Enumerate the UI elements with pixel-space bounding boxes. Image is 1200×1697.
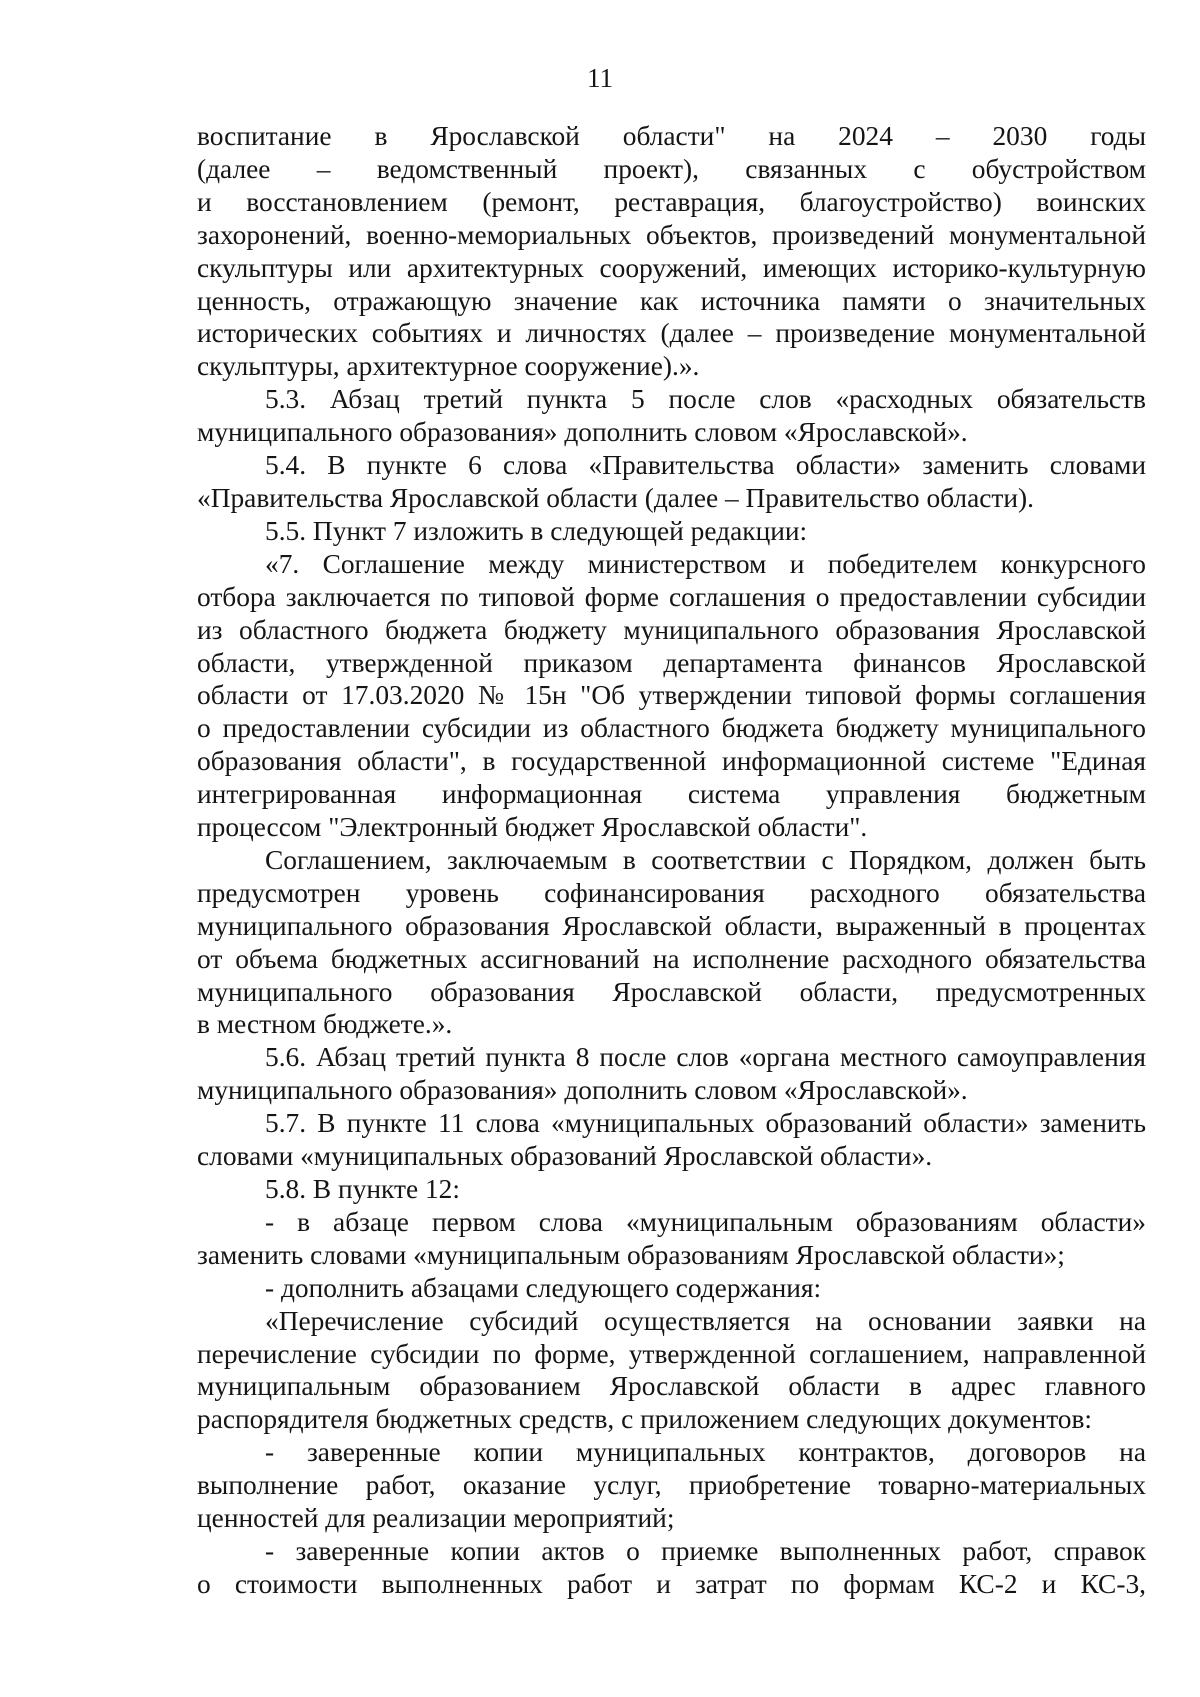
text-line: о стоимости выполненных работ и затрат по формам КС-2 и КС-3,: [197, 1568, 1146, 1599]
text-line: о предоставлении субсидии из областного бюджета бюджету муниципального: [197, 713, 1146, 744]
text-line: 5.5. Пункт 7 изложить в следующей редакции:: [265, 515, 808, 546]
page-number: 11: [587, 63, 613, 93]
text-line: 5.4. В пункте 6 слова «Правительства области» заменить словами: [265, 450, 1146, 481]
text-line: муниципального образования» дополнить словом «Ярославской».: [197, 1075, 968, 1106]
text-line: интегрированная информационная система управления бюджетным: [197, 779, 1146, 810]
document-body: [197, 120, 1146, 1601]
text-line: ценностей для реализации мероприятий;: [197, 1503, 675, 1534]
text-line: - заверенные копии актов о приемке выполненных работ, справок: [265, 1535, 1146, 1566]
text-line: и восстановлением (ремонт, реставрация, благоустройство) воинских: [197, 186, 1146, 217]
text-line: из областного бюджета бюджету муниципального образования Ярославской: [197, 614, 1146, 645]
text-line: Соглашением, заключаемым в соответствии с Порядком, должен быть: [265, 844, 1146, 875]
text-line: заменить словами «муниципальным образованиям Ярославской области»;: [197, 1239, 1065, 1270]
text-line: от объема бюджетных ассигнований на исполнение расходного обязательства: [197, 943, 1146, 974]
text-line: муниципальным образованием Ярославской области в адрес главного: [197, 1371, 1146, 1402]
text-line: в местном бюджете.».: [197, 1009, 453, 1040]
text-line: воспитание в Ярославской области" на 2024 – 2030 годы: [197, 121, 1146, 151]
text-line: скульптуры, архитектурное сооружение).».: [197, 351, 700, 382]
text-line: 5.8. В пункте 12:: [265, 1174, 460, 1204]
text-line: перечисление субсидии по форме, утвержденной соглашением, направленной: [197, 1338, 1146, 1369]
text-line: распорядителя бюджетных средств, с приложением следующих документов:: [197, 1404, 1093, 1435]
text-line: скульптуры или архитектурных сооружений, имеющих историко-культурную: [197, 252, 1146, 283]
text-line: «Правительства Ярославской области (далее – Правительство области).: [197, 482, 1034, 513]
text-line: словами «муниципальных образований Ярославской области».: [197, 1141, 933, 1172]
text-line: - заверенные копии муниципальных контрактов, договоров на: [265, 1437, 1146, 1468]
text-line: предусмотрен уровень софинансирования расходного обязательства: [197, 877, 1146, 908]
text-line: 5.3. Абзац третий пункта 5 после слов «расходных обязательств: [265, 384, 1146, 415]
text-line: исторических событиях и личностях (далее – произведение монументальной: [197, 318, 1146, 349]
text-line: образования области", в государственной информационной системе "Единая: [197, 746, 1146, 777]
text-line: области, утвержденной приказом департамента финансов Ярославской: [197, 647, 1146, 678]
text-line: «7. Соглашение между министерством и победителем конкурсного: [265, 548, 1146, 579]
text-line: - дополнить абзацами следующего содержания:: [265, 1272, 822, 1303]
text-line: муниципального образования Ярославской области, выраженный в процентах: [197, 910, 1146, 941]
text-line: муниципального образования» дополнить словом «Ярославской».: [197, 417, 968, 448]
text-line: 5.7. В пункте 11 слова «муниципальных образований области» заменить: [265, 1108, 1146, 1139]
text-line: захоронений, военно-мемориальных объектов, произведений монументальной: [197, 219, 1146, 250]
text-line: муниципального образования Ярославской области, предусмотренных: [197, 976, 1146, 1007]
text-line: 5.6. Абзац третий пункта 8 после слов «органа местного самоуправления: [265, 1042, 1146, 1073]
text-line: - в абзаце первом слова «муниципальным образованиям области»: [265, 1206, 1146, 1237]
text-line: процессом "Электронный бюджет Ярославской области".: [197, 812, 868, 843]
text-line: ценность, отражающую значение как источника памяти о значительных: [197, 285, 1146, 316]
text-line: отбора заключается по типовой форме соглашения о предоставлении субсидии: [197, 581, 1146, 612]
text-line: (далее – ведомственный проект), связанных с обустройством: [197, 153, 1146, 184]
text-line: области от 17.03.2020 № 15н "Об утверждении типовой формы соглашения: [197, 680, 1146, 711]
text-line: «Перечисление субсидий осуществляется на основании заявки на: [265, 1305, 1146, 1336]
text-line: выполнение работ, оказание услуг, приобретение товарно-материальных: [197, 1470, 1146, 1501]
